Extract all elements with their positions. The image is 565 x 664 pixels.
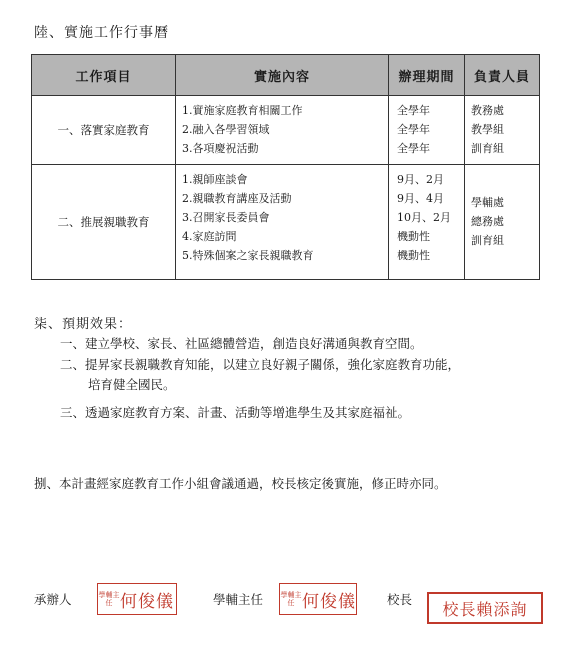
staff-line: 總務處 — [471, 215, 504, 228]
director-seal — [279, 583, 357, 615]
seal-name: 何俊儀 — [120, 591, 174, 612]
effect-item-continued: 培育健全國民。 — [88, 377, 176, 392]
header-staff: 負責人員 — [465, 55, 540, 96]
content-cell — [176, 165, 389, 280]
effect-item: 一、建立學校、家長、社區總體營造，創造良好溝通與教育空間。 — [60, 336, 423, 351]
content-line: 5.特殊個案之家長親職教育 — [182, 249, 314, 262]
table-row — [32, 96, 540, 165]
work-item: 二、推展親職教育 — [32, 165, 176, 280]
staff-line: 訓育組 — [471, 234, 504, 247]
period-line: 機動性 — [397, 230, 430, 243]
content-line: 1.實施家庭教育相關工作 — [182, 104, 303, 117]
seal-name: 何俊儀 — [302, 591, 356, 612]
staff-line: 學輔處 — [471, 196, 504, 209]
director-label: 學輔主任 — [213, 592, 264, 607]
effects-title: 柒、預期效果： — [34, 317, 133, 332]
header-content: 實施內容 — [176, 55, 389, 96]
staff-cell — [465, 165, 540, 280]
period-line: 全學年 — [397, 123, 430, 136]
section-title: 陸、實施工作行事曆 — [34, 25, 169, 41]
period-line: 10月、2月 — [397, 211, 451, 224]
closing-statement: 捌、本計畫經家庭教育工作小組會議通過，校長核定後實施，修正時亦同。 — [34, 476, 447, 491]
seal-title: 學輔主任 — [280, 591, 302, 607]
header-work-item: 工作項目 — [32, 55, 176, 96]
period-line: 全學年 — [397, 104, 430, 117]
table-header-row — [32, 55, 540, 96]
content-line: 2.親職教育講座及活動 — [182, 192, 292, 205]
seal-title: 學輔主任 — [98, 591, 120, 607]
staff-line: 訓育組 — [471, 142, 504, 155]
period-line: 9月、4月 — [397, 192, 444, 205]
period-cell — [389, 165, 465, 280]
period-cell — [389, 96, 465, 165]
staff-line: 教學組 — [471, 123, 504, 136]
staff-line: 教務處 — [471, 104, 504, 117]
schedule-table — [31, 54, 540, 280]
content-line: 2.融入各學習領域 — [182, 123, 270, 136]
period-line: 9月、2月 — [397, 173, 444, 186]
work-item: 一、落實家庭教育 — [32, 96, 176, 165]
content-line: 4.家庭訪問 — [182, 230, 237, 243]
principal-seal-text: 校長賴添詢 — [442, 599, 528, 619]
staff-cell — [465, 96, 540, 165]
handler-label: 承辦人 — [34, 592, 72, 607]
content-line: 3.各項慶祝活動 — [182, 142, 259, 155]
principal-label: 校長 — [387, 592, 413, 607]
content-line: 1.親師座談會 — [182, 173, 248, 186]
period-line: 機動性 — [397, 249, 430, 262]
content-cell — [176, 96, 389, 165]
effect-item: 三、透過家庭教育方案、計畫、活動等增進學生及其家庭福祉。 — [60, 405, 411, 420]
principal-seal — [427, 592, 543, 624]
handler-seal — [97, 583, 177, 615]
content-line: 3.召開家長委員會 — [182, 211, 270, 224]
period-line: 全學年 — [397, 142, 430, 155]
effect-item: 二、提昇家長親職教育知能，以建立良好親子關係，強化家庭教育功能， — [60, 357, 461, 372]
table-row — [32, 165, 540, 280]
header-period: 辦理期間 — [389, 55, 465, 96]
